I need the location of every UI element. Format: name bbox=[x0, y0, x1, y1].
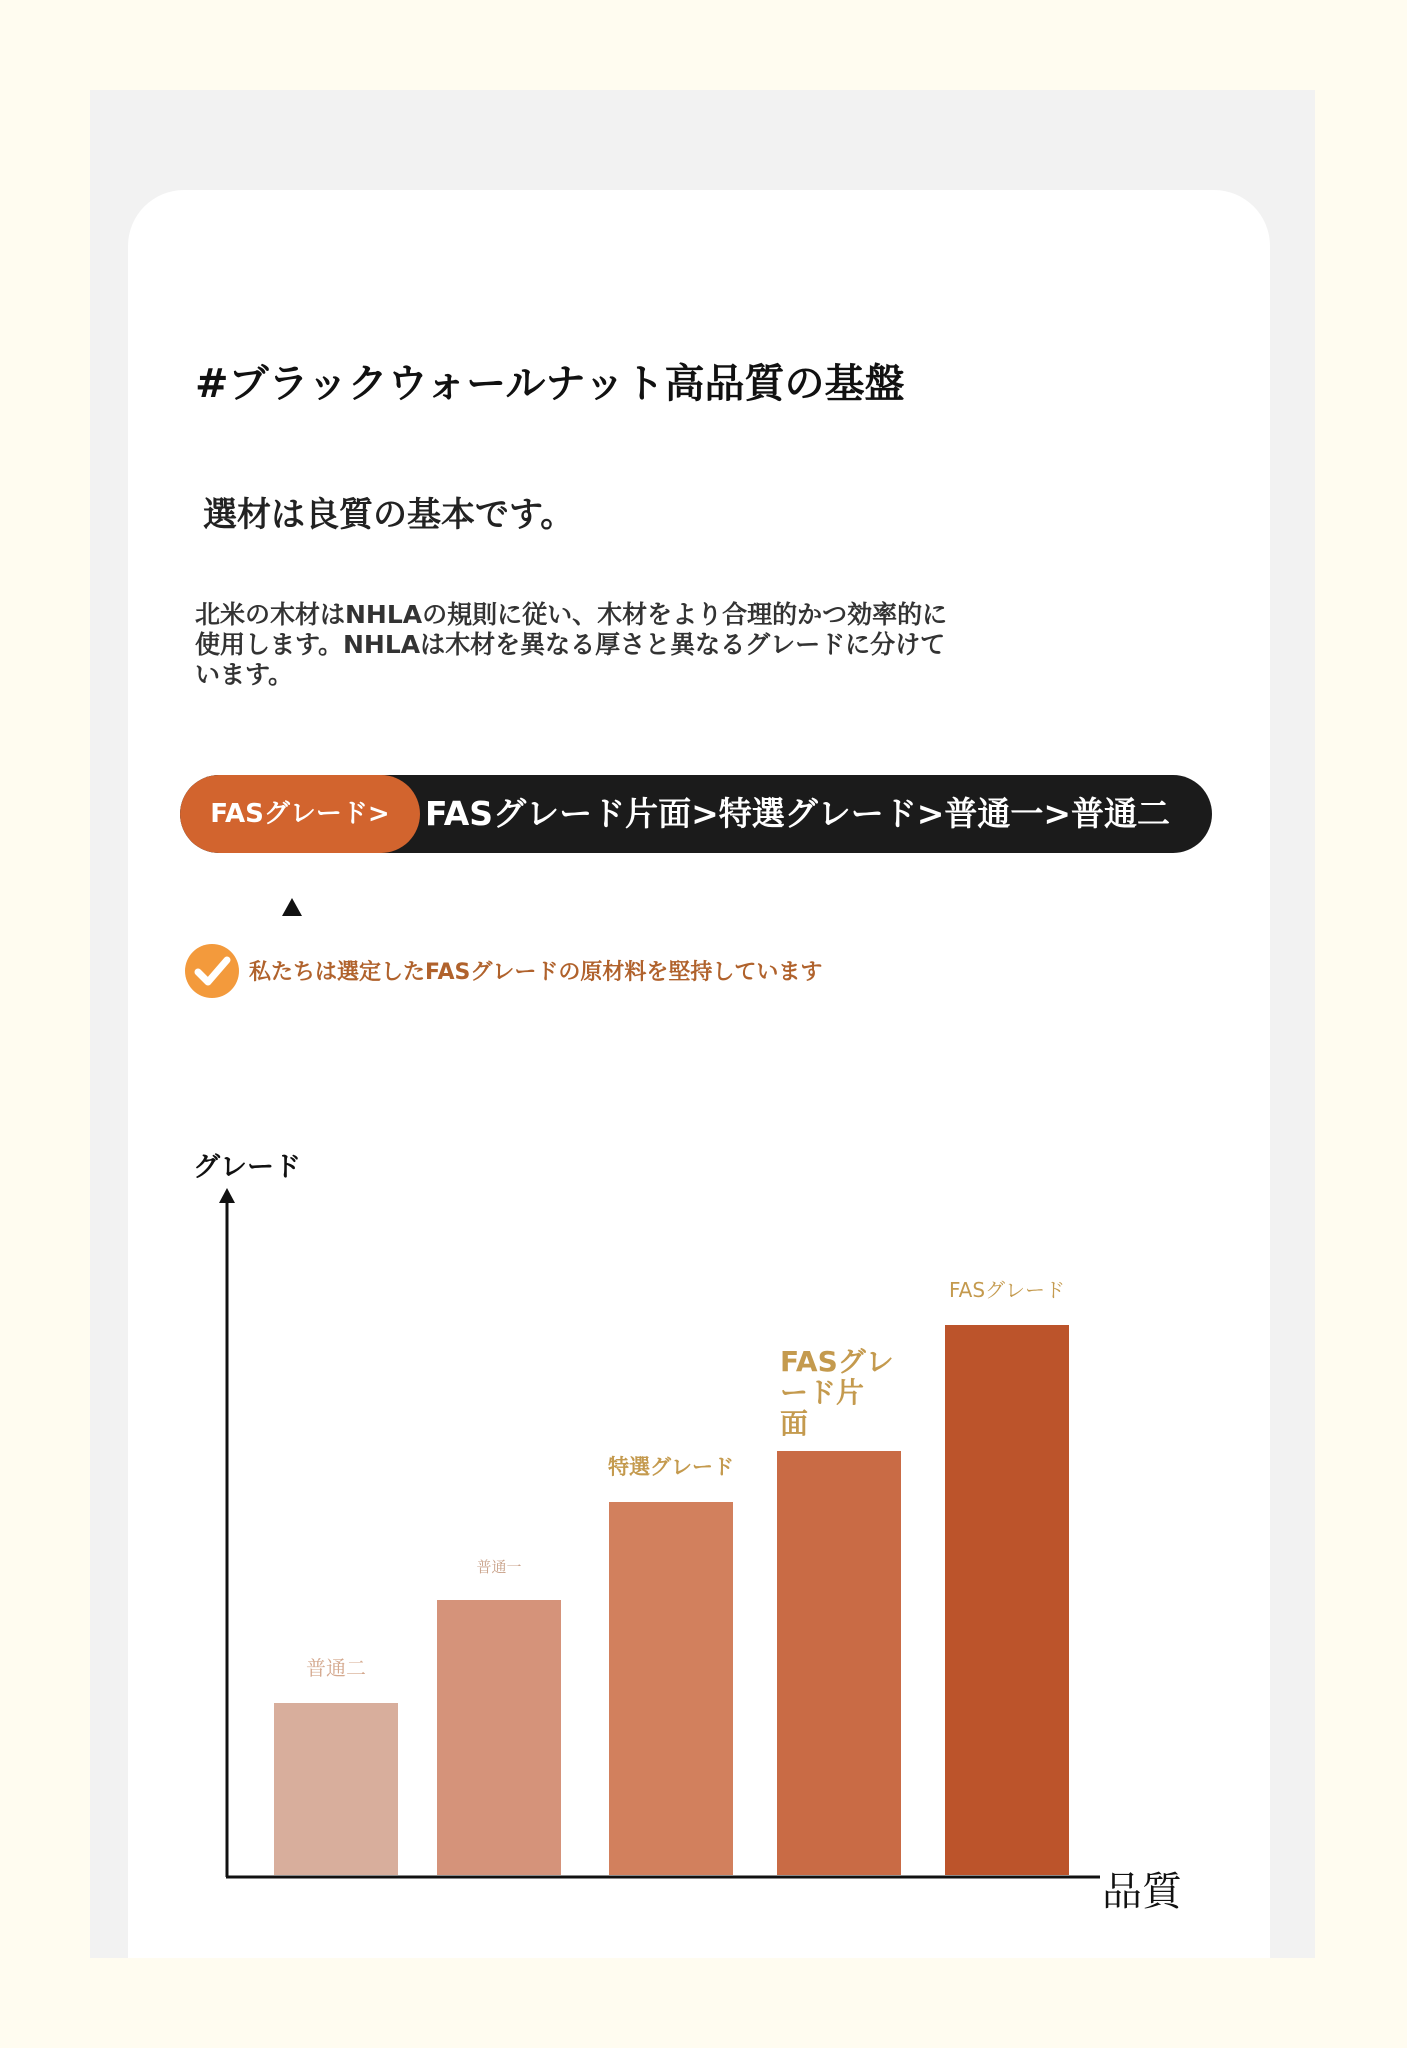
bar-label-4-line-1: FASグレ bbox=[780, 1345, 894, 1378]
bar-4 bbox=[777, 1451, 901, 1875]
bar-2 bbox=[437, 1600, 561, 1875]
page-title: #ブラックウォールナット高品質の基盤 bbox=[195, 361, 905, 407]
bar-3 bbox=[609, 1502, 733, 1875]
bar-label-5: FASグレード bbox=[948, 1278, 1066, 1302]
bar-label-2: 普通一 bbox=[476, 1558, 522, 1576]
bar-label-3: 特選グレード bbox=[608, 1455, 734, 1479]
y-axis-label: グレード bbox=[193, 1152, 301, 1183]
grade-sequence-text: FASグレード片面>特選グレード>普通一>普通二 bbox=[425, 794, 1171, 833]
bar-label-1: 普通二 bbox=[306, 1656, 366, 1680]
grade-pill-label: FASグレード> bbox=[180, 775, 420, 853]
section-subtitle: 選材は良質の基本です。 bbox=[203, 495, 575, 535]
bar-label-4-line-2: ード片 bbox=[780, 1376, 865, 1409]
description-text: 北米の木材はNHLAの規則に従い、木材をより合理的かつ効率的に使用します。NHLAは木材を異なる厚さと異なるグレードに分けています。 bbox=[195, 600, 948, 689]
commitment-text: 私たちは選定したFASグレードの原材料を堅持しています bbox=[249, 960, 823, 985]
bar-1 bbox=[274, 1703, 398, 1875]
x-axis-label: 品質 bbox=[1102, 1869, 1182, 1915]
y-axis-arrow bbox=[219, 1188, 235, 1203]
bar-5 bbox=[945, 1325, 1069, 1875]
bar-label-4-line-3: 面 bbox=[780, 1407, 809, 1440]
